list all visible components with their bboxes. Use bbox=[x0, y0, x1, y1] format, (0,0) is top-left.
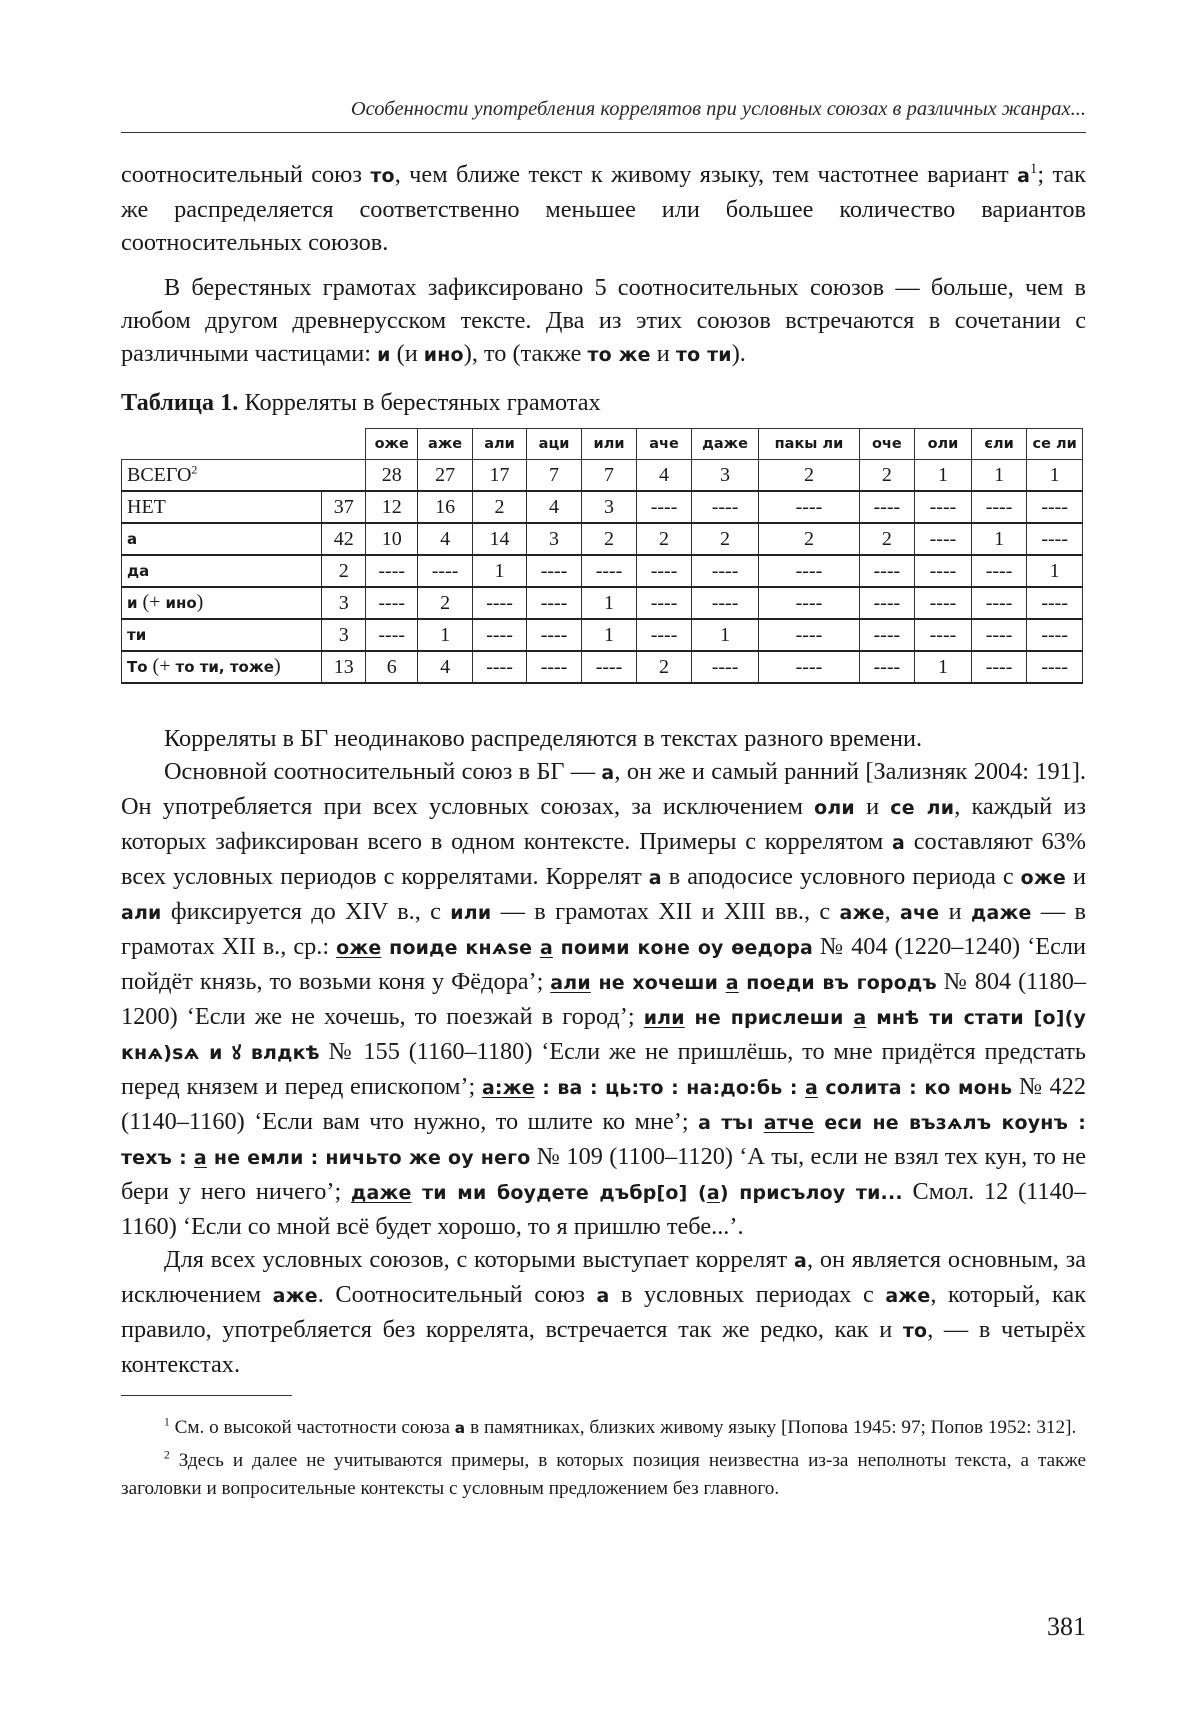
row-label-text: (+ bbox=[147, 655, 176, 677]
table-cell: ---- bbox=[859, 651, 915, 683]
example-reference: Смол. 12 (1140–1160) ‘Если со мной всё будет хорошо, то я пришлю тебе...’. bbox=[121, 1178, 1087, 1240]
text: , — в четырёх контекстах. bbox=[121, 1316, 1086, 1378]
text: в условных периодах с bbox=[609, 1281, 886, 1308]
example-underlined: а bbox=[805, 1077, 818, 1099]
table-cell: 4 bbox=[418, 651, 472, 683]
table-cell: 1 bbox=[581, 619, 637, 651]
table-row-ti bbox=[122, 619, 1083, 651]
table-cell: ---- bbox=[581, 555, 637, 587]
example-text: не хочеши bbox=[590, 972, 726, 994]
table-cell: ---- bbox=[915, 523, 972, 555]
example-reference: № 404 (1220–1240) ‘Если пойдёт князь, то возьми коня у Фёдора’; bbox=[121, 933, 1086, 995]
text: — в грамотах XII в., ср.: bbox=[121, 898, 1086, 960]
col-header: оже bbox=[366, 429, 418, 460]
example-underlined: атче bbox=[763, 1112, 815, 1134]
old-russian-word: а bbox=[648, 867, 662, 889]
table-cell: ---- bbox=[915, 587, 972, 619]
old-russian-word: се ли bbox=[890, 797, 955, 819]
old-russian-word: то bbox=[370, 165, 395, 187]
table-cell: 2 bbox=[691, 523, 759, 555]
table-cell: 14 bbox=[472, 523, 526, 555]
example-reference: № 155 (1160–1180) ‘Если же не пришлёшь, то мне придётся предстать перед князем и перед епископом’; bbox=[121, 1038, 1086, 1100]
table-cell: 28 bbox=[366, 460, 418, 492]
example-text: ти ми боудете дъбр[о] ( bbox=[411, 1182, 707, 1204]
col-header: єли bbox=[971, 429, 1027, 460]
table-cell: ---- bbox=[859, 555, 915, 587]
empty-corner bbox=[122, 429, 366, 460]
table-cell: 1 bbox=[971, 460, 1027, 492]
row-total: 2 bbox=[322, 555, 366, 587]
table-cell: 4 bbox=[418, 523, 472, 555]
example-underlined: а bbox=[706, 1182, 720, 1204]
row-label-text: ВСЕГО bbox=[127, 463, 192, 486]
text: , он же и самый ранний [Зализняк 2004: 191]. Он употребляется при всех условных союзах, за исключением bbox=[121, 758, 1086, 820]
row-label bbox=[122, 651, 322, 683]
table-cell: 2 bbox=[418, 587, 472, 619]
example-underlined: а bbox=[193, 1147, 207, 1169]
table-cell: ---- bbox=[971, 587, 1027, 619]
table-cell: ---- bbox=[581, 651, 637, 683]
table-cell: ---- bbox=[859, 587, 915, 619]
table-cell: 4 bbox=[527, 491, 581, 523]
old-russian-word: ино bbox=[423, 344, 464, 366]
text: — в грамотах XII и XIII вв., с bbox=[491, 898, 840, 925]
table-cell: ---- bbox=[527, 651, 581, 683]
text: Здесь и далее не учитываются примеры, в которых позиция неизвестна из-за неполноты текста, а также заголовки и вопросительные контексты с условным предложением без главного. bbox=[121, 1449, 1086, 1499]
example-underlined: али bbox=[550, 972, 591, 994]
old-russian-word: а bbox=[794, 1250, 807, 1272]
table-cell: 1 bbox=[581, 587, 637, 619]
table-cell: ---- bbox=[1027, 651, 1083, 683]
text: , который, как правило, употребляется без коррелята, встречается так же редко, как и bbox=[121, 1281, 1086, 1343]
table-row-none bbox=[122, 491, 1083, 523]
table-cell: 3 bbox=[581, 491, 637, 523]
text: ). bbox=[731, 340, 746, 367]
table-cell: 1 bbox=[472, 555, 526, 587]
row-total: 37 bbox=[322, 491, 366, 523]
text: Для всех условных союзов, с которыми выступает коррелят bbox=[164, 1246, 795, 1273]
text: ; так же распределяется соответственно меньшее или большее количество вариантов соотносительных союзов. bbox=[121, 161, 1086, 256]
table-cell: ---- bbox=[971, 555, 1027, 587]
table-row-total bbox=[122, 460, 1083, 492]
table-cell: ---- bbox=[1027, 491, 1083, 523]
table-cell: 2 bbox=[637, 523, 691, 555]
row-label-text: ) bbox=[273, 655, 281, 677]
page-number: 381 bbox=[1047, 1612, 1086, 1641]
paragraph-2 bbox=[121, 271, 1086, 372]
table-caption-label: Таблица 1. bbox=[121, 389, 239, 416]
row-label-text: ти bbox=[127, 626, 147, 644]
text: , каждый из которых зафиксирован всего в одном контексте. Примеры с коррелятом bbox=[121, 793, 1086, 855]
old-russian-word: аче bbox=[900, 902, 940, 924]
footnote-ref-2[interactable]: 2 bbox=[191, 461, 198, 476]
row-label: НЕТ bbox=[122, 491, 322, 523]
table-row-to bbox=[122, 651, 1083, 683]
header-rule bbox=[121, 132, 1086, 133]
table-cell: ---- bbox=[472, 651, 526, 683]
col-header: пакы ли bbox=[759, 429, 859, 460]
table-cell: ---- bbox=[472, 587, 526, 619]
paragraph-1 bbox=[121, 158, 1086, 259]
row-label-text: то ти, тоже bbox=[175, 658, 274, 676]
old-russian-word: а bbox=[454, 1419, 466, 1437]
text: и bbox=[854, 793, 891, 820]
old-russian-word: то же bbox=[587, 344, 651, 366]
old-russian-word: оже bbox=[1020, 867, 1066, 889]
row-total: 13 bbox=[322, 651, 366, 683]
text: фиксируется до XIV в., с bbox=[161, 898, 451, 925]
table-cell: 2 bbox=[581, 523, 637, 555]
table-cell: 12 bbox=[366, 491, 418, 523]
table-cell: ---- bbox=[1027, 587, 1083, 619]
old-russian-word: оли bbox=[814, 797, 855, 819]
footnote-rule bbox=[121, 1395, 292, 1396]
table-cell: ---- bbox=[366, 619, 418, 651]
old-russian-word: а bbox=[601, 762, 615, 784]
example-underlined: даже bbox=[351, 1182, 412, 1204]
example-text: солита : ко монь bbox=[818, 1077, 1013, 1099]
example-text: еси не възѧлъ коунъ : техъ : bbox=[121, 1112, 1086, 1169]
text: и bbox=[1065, 863, 1086, 890]
example-text: ) присълоу ти... bbox=[719, 1182, 903, 1204]
table-cell: ---- bbox=[759, 619, 859, 651]
table-caption bbox=[121, 386, 1086, 419]
text: ), то (также bbox=[463, 340, 588, 367]
table-cell: 4 bbox=[637, 460, 691, 492]
table-cell: 10 bbox=[366, 523, 418, 555]
footnote-number: 1 bbox=[164, 1416, 170, 1429]
footnote-ref-1[interactable]: 1 bbox=[1030, 160, 1038, 177]
old-russian-word: а bbox=[892, 832, 905, 854]
table-cell: ---- bbox=[691, 555, 759, 587]
old-russian-word: то bbox=[902, 1320, 928, 1342]
text: в памятниках, близких живому языку [Попова 1945: 97; Попов 1952: 312]. bbox=[465, 1417, 1077, 1438]
table-cell: ---- bbox=[472, 619, 526, 651]
text: составляют 63% всех условных периодов с коррелятами. Коррелят bbox=[121, 828, 1086, 890]
table-cell: ---- bbox=[637, 555, 691, 587]
example-reference: № 804 (1180–1200) ‘Если же не хочешь, то поезжай в город’; bbox=[121, 968, 1086, 1030]
row-label-text: (+ bbox=[137, 591, 166, 613]
text: , он является основным, за исключением bbox=[121, 1246, 1086, 1308]
footnote-1 bbox=[121, 1414, 1086, 1443]
table-cell: ---- bbox=[759, 651, 859, 683]
old-russian-word: а bbox=[1017, 165, 1031, 187]
table-cell: 2 bbox=[759, 460, 859, 492]
col-header: оли bbox=[915, 429, 972, 460]
row-label bbox=[122, 555, 322, 587]
text: . Соотносительный союз bbox=[317, 1281, 597, 1308]
table-cell: ---- bbox=[637, 491, 691, 523]
table-cell: 2 bbox=[859, 523, 915, 555]
table-cell: 2 bbox=[759, 523, 859, 555]
text: (и bbox=[390, 340, 424, 367]
example-text: поеди въ городъ bbox=[738, 972, 937, 994]
table-cell: ---- bbox=[759, 587, 859, 619]
table-cell: 2 bbox=[472, 491, 526, 523]
text: В берестяных грамотах зафиксировано 5 соотносительных союзов — больше, чем в любом другом древнерусском тексте. Два из этих союзов встречаются в сочетании с различными частицами: bbox=[121, 274, 1086, 367]
table-cell: ---- bbox=[1027, 619, 1083, 651]
table-header-row bbox=[122, 429, 1083, 460]
text: и bbox=[650, 340, 676, 367]
col-header: се ли bbox=[1027, 429, 1083, 460]
table-cell: 1 bbox=[1027, 555, 1083, 587]
old-russian-word: али bbox=[121, 902, 162, 924]
table-cell: 3 bbox=[691, 460, 759, 492]
table-cell: ---- bbox=[691, 491, 759, 523]
footnotes bbox=[121, 1414, 1086, 1504]
table-cell: 7 bbox=[581, 460, 637, 492]
table-cell: ---- bbox=[418, 555, 472, 587]
table-cell: 3 bbox=[527, 523, 581, 555]
text: Основной соотносительный союз в БГ — bbox=[164, 758, 602, 785]
old-russian-word: то ти bbox=[675, 344, 732, 366]
table-cell: ---- bbox=[859, 491, 915, 523]
example-underlined: оже bbox=[336, 937, 382, 959]
row-label-text: ино bbox=[165, 594, 197, 612]
table-cell: 16 bbox=[418, 491, 472, 523]
table-cell: ---- bbox=[637, 587, 691, 619]
example-underlined: а bbox=[725, 972, 739, 994]
text: в аподосисе условного периода с bbox=[661, 863, 1021, 890]
row-label-text: ) bbox=[196, 591, 204, 613]
row-label bbox=[122, 460, 366, 492]
paragraph-4 bbox=[121, 755, 1086, 1243]
paragraph-5 bbox=[121, 1243, 1086, 1381]
col-header: даже bbox=[691, 429, 759, 460]
table-cell: 1 bbox=[1027, 460, 1083, 492]
row-label bbox=[122, 523, 322, 555]
row-label-text: а bbox=[127, 530, 138, 548]
table-cell: 6 bbox=[366, 651, 418, 683]
row-total: 42 bbox=[322, 523, 366, 555]
row-total: 3 bbox=[322, 587, 366, 619]
table-cell: ---- bbox=[915, 619, 972, 651]
table-cell: 1 bbox=[971, 523, 1027, 555]
text: См. о высокой частотности союза bbox=[169, 1417, 455, 1438]
row-label-text: и bbox=[127, 594, 138, 612]
table-cell: ---- bbox=[691, 587, 759, 619]
table-cell: 1 bbox=[691, 619, 759, 651]
table-cell: ---- bbox=[366, 555, 418, 587]
example-text: мнѣ ти стати [о](у кнѧ)ѕѧ и ꙋ влдкѣ bbox=[121, 1007, 1086, 1064]
main-text bbox=[121, 158, 1086, 1504]
example-underlined: или bbox=[643, 1007, 685, 1029]
old-russian-word: и bbox=[377, 344, 391, 366]
example-underlined: а:же bbox=[481, 1077, 535, 1099]
table-cell: ---- bbox=[527, 555, 581, 587]
col-header: или bbox=[581, 429, 637, 460]
example-text: : ва : ць:то : на:до:бь : bbox=[534, 1077, 806, 1099]
table-cell: ---- bbox=[971, 491, 1027, 523]
old-russian-word: аже bbox=[839, 902, 885, 924]
table-cell: 17 bbox=[472, 460, 526, 492]
table-cell: ---- bbox=[759, 491, 859, 523]
table-row-da bbox=[122, 555, 1083, 587]
table-cell: 27 bbox=[418, 460, 472, 492]
row-label-text: То bbox=[127, 658, 148, 676]
table-cell: ---- bbox=[637, 619, 691, 651]
row-label-text: да bbox=[127, 562, 150, 580]
table-cell: 2 bbox=[859, 460, 915, 492]
table-cell: ---- bbox=[366, 587, 418, 619]
example-reference: № 422 (1140–1160) ‘Если вам что нужно, то шлите ко мне’; bbox=[121, 1073, 1086, 1135]
footnote-number: 2 bbox=[164, 1449, 170, 1462]
table-cell: 1 bbox=[418, 619, 472, 651]
example-reference: № 109 (1100–1120) ‘А ты, если не взял тех кун, то не бери у него ничего’; bbox=[121, 1143, 1087, 1205]
running-head: Особенности употребления коррелятов при условных союзах в различных жанрах... bbox=[350, 98, 1086, 120]
table-cell: 1 bbox=[915, 651, 972, 683]
col-header: али bbox=[472, 429, 526, 460]
table-cell: 1 bbox=[915, 460, 972, 492]
example-text: поими коне оу ѳедора bbox=[552, 937, 813, 959]
text: соотносительный союз bbox=[121, 161, 371, 188]
col-header: аже bbox=[418, 429, 472, 460]
example-text: поиде кнѧѕе bbox=[381, 937, 540, 959]
text: и bbox=[939, 898, 971, 925]
footnote-2 bbox=[121, 1447, 1086, 1504]
table-cell: 7 bbox=[527, 460, 581, 492]
table-cell: ---- bbox=[527, 587, 581, 619]
table-cell: ---- bbox=[971, 651, 1027, 683]
old-russian-word: аже bbox=[885, 1285, 931, 1307]
correlates-table bbox=[121, 428, 1083, 684]
old-russian-word: даже bbox=[970, 902, 1032, 924]
table-cell: ---- bbox=[759, 555, 859, 587]
table-cell: ---- bbox=[915, 555, 972, 587]
table-cell: ---- bbox=[527, 619, 581, 651]
old-russian-word: аже bbox=[272, 1285, 318, 1307]
old-russian-word: а bbox=[596, 1285, 610, 1307]
row-total: 3 bbox=[322, 619, 366, 651]
example-underlined: а bbox=[853, 1007, 867, 1029]
table-cell: ---- bbox=[1027, 523, 1083, 555]
text: , чем ближе текст к живому языку, тем частотнее вариант bbox=[394, 161, 1018, 188]
row-label bbox=[122, 587, 322, 619]
table-caption-text: Корреляты в берестяных грамотах bbox=[238, 389, 601, 416]
row-label bbox=[122, 619, 322, 651]
table-cell: ---- bbox=[915, 491, 972, 523]
table-row-i bbox=[122, 587, 1083, 619]
old-russian-word: или bbox=[450, 902, 492, 924]
text: , bbox=[884, 898, 901, 925]
table-row-a bbox=[122, 523, 1083, 555]
col-header: аче bbox=[637, 429, 691, 460]
table-cell: ---- bbox=[691, 651, 759, 683]
paragraph-3: Корреляты в БГ неодинаково распределяются в текстах разного времени. bbox=[164, 725, 923, 752]
col-header: аци bbox=[527, 429, 581, 460]
col-header: оче bbox=[859, 429, 915, 460]
example-underlined: а bbox=[539, 937, 553, 959]
table-cell: ---- bbox=[859, 619, 915, 651]
table-cell: 2 bbox=[637, 651, 691, 683]
example-text: не емли : ничьто же оу него bbox=[206, 1147, 531, 1169]
table-cell: ---- bbox=[971, 619, 1027, 651]
example-text: а тъı bbox=[698, 1112, 764, 1134]
example-text: не прислеши bbox=[684, 1007, 854, 1029]
